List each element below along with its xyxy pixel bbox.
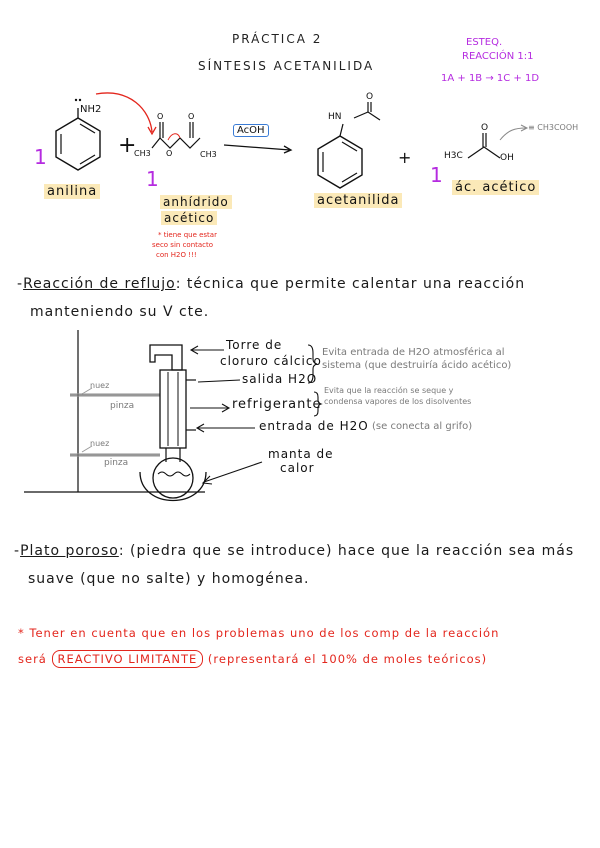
- mechanism-arrow: [96, 93, 152, 132]
- reflux-text-1: : técnica que permite calentar una reacción: [175, 276, 526, 292]
- plato-text-2: suave (que no salte) y homogénea.: [28, 571, 310, 587]
- acid-oh: OH: [500, 153, 514, 163]
- anhydride-ch3-left: CH3: [134, 149, 151, 158]
- page-title: PRÁCTICA 2: [232, 32, 323, 46]
- anhydride-skeleton: [152, 138, 200, 148]
- label-entrada-note: (se conecta al grifo): [372, 421, 473, 432]
- note-torre-1: Evita entrada de H2O atmosférica al: [322, 347, 505, 358]
- calcium-chloride-tower: [150, 345, 182, 370]
- acetic-acid-skeleton: [468, 147, 500, 158]
- limiting-reagent-box: REACTIVO LIMITANTE: [52, 650, 204, 668]
- anhydride-note-2: seco sin contacto: [152, 241, 214, 249]
- label-salida: salida H2O: [242, 372, 318, 386]
- plato-text-1: : (piedra que se introduce) hace que la reacción sea más: [118, 543, 575, 559]
- acetanilide-ring: [318, 136, 362, 188]
- anhydride-note-1: * tiene que estar: [158, 231, 217, 239]
- note-line-2: [18, 652, 487, 666]
- plus-sign-2: +: [398, 148, 412, 167]
- label-nuez-1: nuez: [90, 381, 110, 390]
- reflux-text-2: manteniendo su V cte.: [30, 304, 210, 320]
- svg-text:O: O: [188, 112, 195, 121]
- plato-line-1: -Plato poroso: (piedra que se introduce) hace que la reacción sea más: [14, 543, 575, 559]
- heating-mantle: [140, 472, 206, 501]
- label-torre-2: cloruro cálcico: [220, 354, 322, 368]
- note-refrigerante-2: condensa vapores de los disolventes: [324, 397, 472, 406]
- stoich-title: ESTEQ.: [466, 37, 503, 48]
- reflux-definition-line-1: -Reacción de reflujo: técnica que permite calentar una reacción: [17, 276, 526, 292]
- label-refrigerante: refrigerante: [232, 397, 322, 412]
- plus-sign: +: [118, 133, 137, 158]
- condenser: [160, 370, 186, 448]
- acid-oxygen: O: [481, 123, 489, 133]
- stoich-reaction: REACCIÓN 1:1: [462, 51, 534, 62]
- acid-formula: ≡ CH3COOH: [528, 123, 579, 132]
- label-manta-2: calor: [280, 461, 315, 475]
- acid-h3c: H3C: [444, 151, 463, 161]
- note-line-2-pre: será: [18, 652, 47, 666]
- stoich-formula: 1A + 1B → 1C + 1D: [441, 73, 540, 84]
- product-hn: HN: [328, 112, 342, 122]
- anhydride-note-3: con H2O !!!: [156, 251, 197, 259]
- note-refrigerante-1: Evita que la reacción se seque y: [324, 386, 454, 395]
- anhydride-ch3-right: CH3: [200, 150, 217, 159]
- catalyst-label: AcOH: [233, 124, 269, 137]
- aniline-ring: [56, 118, 100, 170]
- svg-text:O: O: [166, 149, 173, 158]
- label-nuez-2: nuez: [90, 439, 110, 448]
- note-line-2-post: (representará el 100% de moles teóricos): [207, 652, 488, 666]
- reflux-title: Reacción de reflujo: [23, 276, 176, 292]
- label-entrada: entrada de H2O: [259, 419, 369, 433]
- reaction-arrow: [224, 145, 290, 150]
- product-oxygen: O: [366, 92, 374, 102]
- product-label: acetanilida: [314, 193, 402, 208]
- aniline-label: anilina: [44, 184, 100, 199]
- anhydride-label-2: acético: [161, 211, 217, 225]
- label-pinza-2: pinza: [104, 458, 129, 468]
- note-line-1: * Tener en cuenta que en los problemas uno de los comp de la reacción: [18, 626, 500, 640]
- acid-coefficient: 1: [430, 163, 443, 187]
- aniline-nh2: NH2: [80, 104, 102, 115]
- label-torre-1: Torre de: [226, 338, 283, 352]
- page-subtitle: SÍNTESIS ACETANILIDA: [198, 59, 375, 73]
- aniline-coefficient: 1: [34, 145, 47, 169]
- acid-label: ác. acético: [452, 180, 539, 195]
- note-torre-2: sistema (que destruiría ácido acético): [322, 360, 512, 371]
- anhydride-label-1: anhídrido: [160, 195, 232, 209]
- plato-title: Plato poroso: [20, 543, 119, 559]
- svg-text:O: O: [157, 112, 164, 121]
- label-manta-1: manta de: [268, 447, 334, 461]
- label-pinza-1: pinza: [110, 401, 135, 411]
- anhydride-coefficient: 1: [146, 167, 159, 191]
